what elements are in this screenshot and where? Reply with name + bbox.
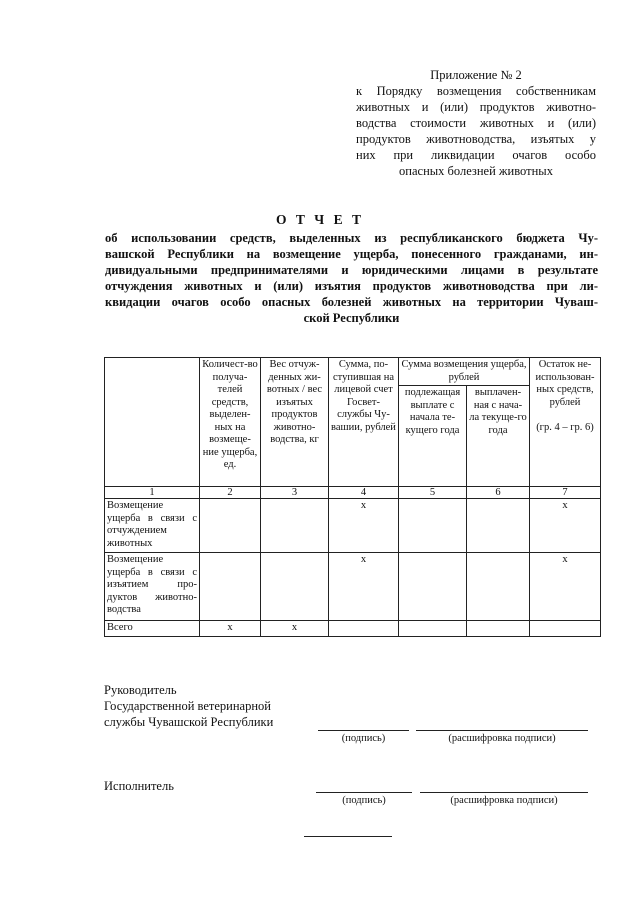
head-transcript-line xyxy=(416,730,588,731)
table-cell xyxy=(399,621,467,637)
executor-transcript-caption: (расшифровка подписи) xyxy=(450,795,558,806)
appendix-line: к Порядку возмещения собственникам xyxy=(356,84,596,98)
column-number: 6 xyxy=(467,487,530,499)
appendix-header xyxy=(356,67,596,179)
head-title-line: Руководитель xyxy=(104,683,177,697)
column-number: 4 xyxy=(329,487,399,499)
row-label: Возмещение ущерба в связи с изъятием про-дуктов животно-водства xyxy=(105,553,200,621)
table-cell xyxy=(467,553,530,621)
column-number: 2 xyxy=(200,487,261,499)
closing-rule xyxy=(304,836,392,837)
appendix-line: продуктов животноводства, изъятых у xyxy=(356,132,596,146)
table-row xyxy=(105,499,601,553)
header-paid: выплачен-ная с нача-ла текуще-го года xyxy=(467,386,530,487)
table-cell xyxy=(399,499,467,553)
head-transcript-caption: (расшифровка подписи) xyxy=(448,733,556,744)
header-weight: Вес отчуж-денных жи-вотных / вес изъятых продуктов животно-водства, кг xyxy=(261,358,329,487)
subtitle-line: квидации очагов особо опасных болезней животных на территории Чуваш- xyxy=(105,295,598,309)
subtitle-line: об использовании средств, выделенных из республиканского бюджета Чу- xyxy=(105,231,598,245)
executor-signature-caption: (подпись) xyxy=(342,795,386,806)
row-label: Всего xyxy=(105,621,200,637)
table-cell: х xyxy=(261,621,329,637)
report-title: О Т Ч Е Т xyxy=(276,212,364,227)
table-cell: х xyxy=(530,499,601,553)
head-title-line: Государственной ветеринарной xyxy=(104,699,271,713)
head-signatory xyxy=(104,682,273,730)
header-col1 xyxy=(105,358,200,487)
head-signature-caption: (подпись) xyxy=(341,733,386,744)
report-table xyxy=(104,357,601,637)
appendix-line: животных и (или) продуктов животно- xyxy=(356,100,596,114)
remaining-funds-formula: (гр. 4 – гр. 6) xyxy=(536,421,594,433)
table-cell xyxy=(261,553,329,621)
column-number: 7 xyxy=(530,487,601,499)
header-recipients-count: Количест-во получа-телей средств, выделен-ных на возмеще-ние ущерба, ед. xyxy=(200,358,261,487)
executor-label: Исполнитель xyxy=(104,779,174,793)
appendix-line: опасных болезней животных xyxy=(399,164,553,178)
header-received-sum: Сумма, по-ступившая на лицевой счет Госвет-службы Чу-вашии, рублей xyxy=(329,358,399,487)
header-due-payment: подлежащая выплате с начала те-кущего года xyxy=(399,386,467,487)
subtitle-line: отчуждения животных и (или) изъятия продуктов животноводства при ли- xyxy=(105,279,598,293)
head-signature-line xyxy=(318,730,409,731)
subtitle-line: дивидуальными предпринимателями и юридическими лицами в результате xyxy=(105,263,598,277)
appendix-number: Приложение № 2 xyxy=(430,68,522,82)
column-number: 3 xyxy=(261,487,329,499)
subtitle-line: вашской Республики на возмещение ущерба, понесенного гражданами, ин- xyxy=(105,247,598,261)
subtitle-line: ской Республики xyxy=(303,311,400,325)
table-cell xyxy=(530,621,601,637)
appendix-line: водства стоимости животных и (или) xyxy=(356,116,596,130)
head-title-line: службы Чувашской Республики xyxy=(104,715,274,729)
table-cell: х xyxy=(329,553,399,621)
remaining-funds-label: Остаток не-использован-ных средств, рублей xyxy=(535,359,595,408)
table-cell xyxy=(467,621,530,637)
table-cell xyxy=(261,499,329,553)
table-cell xyxy=(329,621,399,637)
executor-signature-line xyxy=(316,792,412,793)
column-number: 1 xyxy=(105,487,200,499)
executor-transcript-line xyxy=(420,792,588,793)
appendix-line: них при ликвидации очагов особо xyxy=(356,148,596,162)
report-subtitle xyxy=(105,230,598,326)
header-compensation-sum: Сумма возмещения ущерба, рублей xyxy=(399,358,530,386)
header-remaining-funds xyxy=(530,358,601,487)
table-cell: х xyxy=(329,499,399,553)
table-cell: х xyxy=(200,621,261,637)
table-row xyxy=(105,553,601,621)
table-row-total xyxy=(105,621,601,637)
column-number: 5 xyxy=(399,487,467,499)
table-cell xyxy=(200,553,261,621)
table-cell: х xyxy=(530,553,601,621)
table-cell xyxy=(399,553,467,621)
row-label: Возмещение ущерба в связи с отчуждением животных xyxy=(105,499,200,553)
table-cell xyxy=(200,499,261,553)
table-cell xyxy=(467,499,530,553)
